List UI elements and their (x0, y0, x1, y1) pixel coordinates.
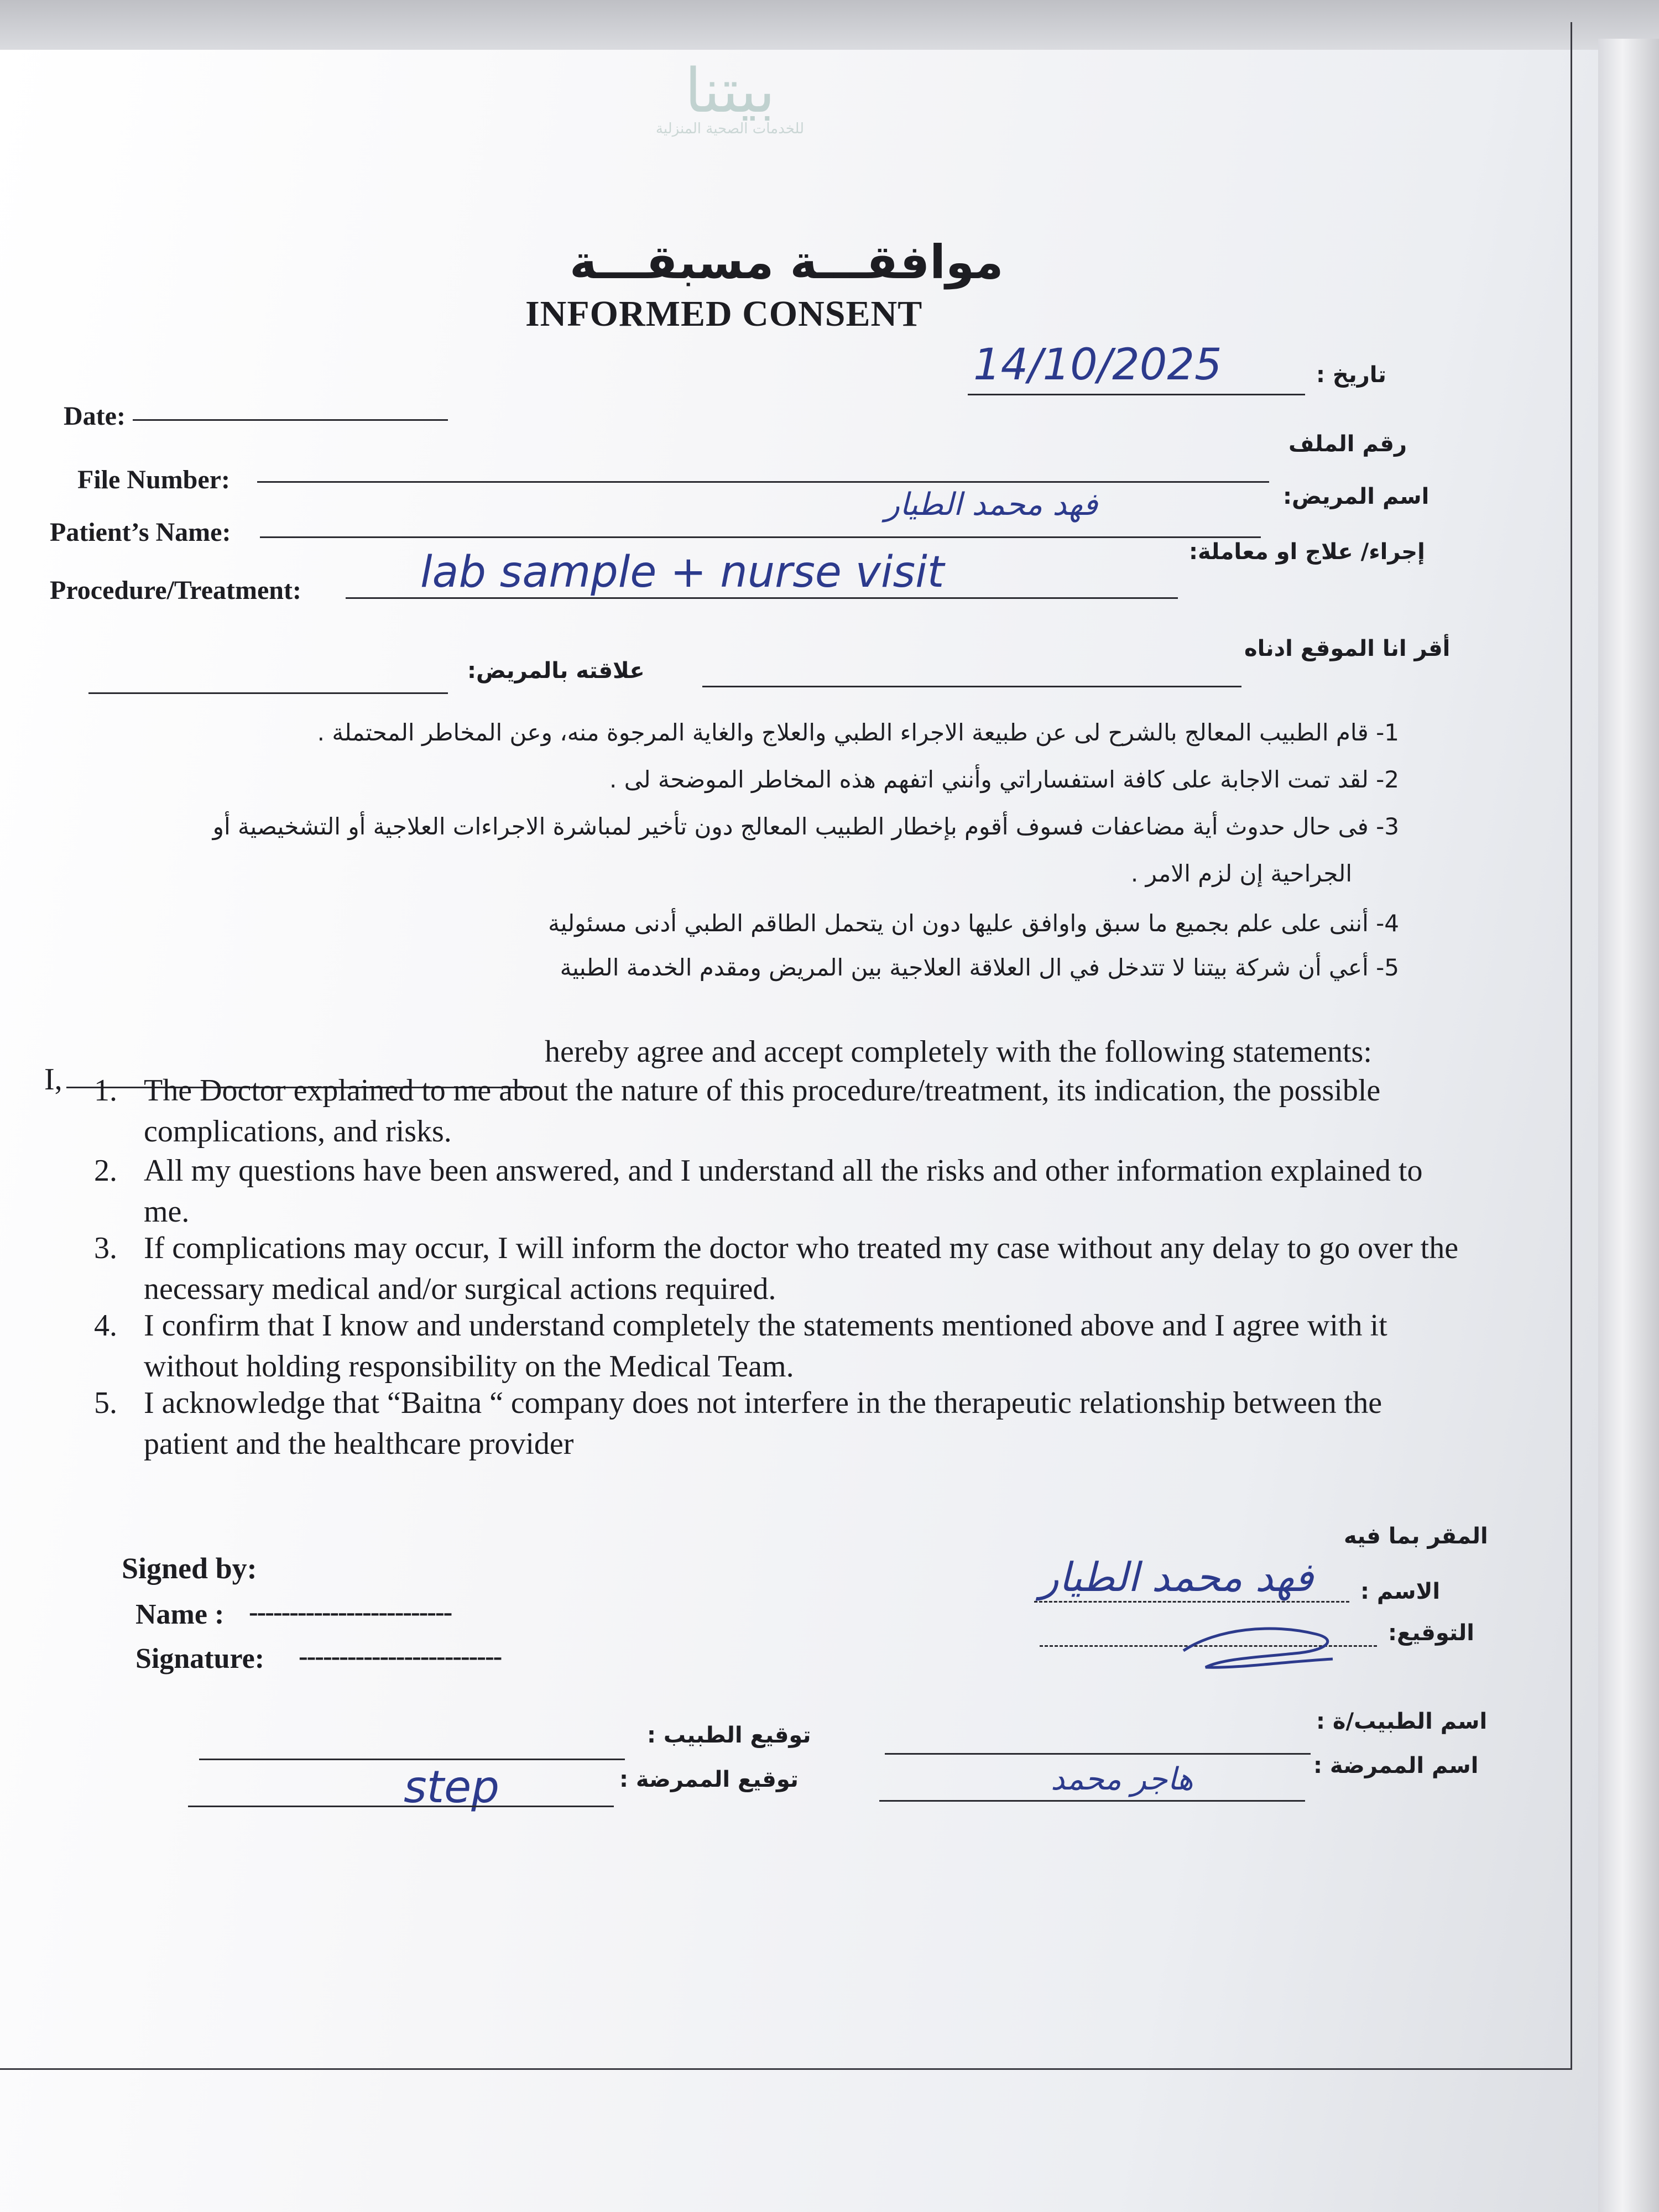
acknowledger-signature-scribble (1172, 1606, 1355, 1678)
statement-en-5 (94, 1383, 1488, 1464)
file-number-label-arabic: رقم الملف (1288, 431, 1407, 457)
signed-by-label: Signed by: (122, 1552, 257, 1585)
date-handwritten-value: 14/10/2025 (973, 340, 1222, 390)
logo-mark: بيتنا (685, 55, 775, 126)
statement-en-3 (94, 1228, 1488, 1310)
date-label-english: Date: (64, 401, 126, 431)
statement-ar-5: 5- أعي أن شركة بيتنا لا تتدخل في ال العلاقة العلاجية بين المريض ومقدم الخدمة الطبية (560, 954, 1399, 981)
statement-ar-2: 2- لقد تمت الاجابة على كافة استفساراتي وأنني اتفهم هذه المخاطر الموضحة لى . (609, 766, 1399, 793)
statement-ar-1: 1- قام الطبيب المعالج بالشرح لى عن طبيعة الاجراء الطبي والعلاج والغاية المرجوة منه، وعن المخاطر المحتملة . (317, 719, 1399, 746)
statement-en-5-text: I acknowledge that “Baitna “ company does not interfere in the therapeutic relationship between the patient and the healthcare provider (144, 1386, 1383, 1461)
nurse-name-label-arabic: اسم الممرضة : (1313, 1753, 1479, 1778)
nurse-name-handwritten: هاجر محمد (1051, 1761, 1193, 1797)
name-label-arabic: الاسم : (1360, 1579, 1441, 1604)
nurse-signature-handwritten: step (404, 1761, 500, 1813)
statement-en-2 (94, 1150, 1488, 1232)
undersigned-label-arabic: أقر انا الموقع ادناه (1244, 636, 1451, 661)
statement-en-5-number: 5. (94, 1386, 117, 1420)
nurse-name-line[interactable] (879, 1800, 1305, 1802)
patient-name-label-arabic: اسم المريض: (1283, 484, 1430, 509)
statement-en-3-text: If complications may occur, I will inform the doctor who treated my case without any delay to go over the necessary medical and/or surgical actions required. (144, 1231, 1459, 1306)
statement-en-4-text: I confirm that I know and understand completely the statements mentioned above and I agree with it without holding responsibility on the Medical Team. (144, 1308, 1387, 1384)
date-english-line[interactable] (133, 419, 448, 421)
title-arabic: موافقـــة مسبقـــة (570, 235, 1004, 289)
doctor-signature-line[interactable] (199, 1759, 625, 1760)
statement-en-1 (94, 1070, 1488, 1152)
procedure-label-arabic: إجراء/ علاج او معاملة: (1189, 539, 1425, 565)
signature-label-arabic: التوقيع: (1388, 1620, 1474, 1646)
sign-name-label: Name : (135, 1599, 225, 1630)
statement-en-3-number: 3. (94, 1231, 117, 1265)
agreement-prefix: I, (44, 1062, 62, 1097)
procedure-handwritten-value: lab sample + nurse visit (420, 547, 945, 597)
relation-line[interactable] (88, 692, 448, 694)
statement-en-2-number: 2. (94, 1154, 117, 1188)
logo-subtext: للخدمات الصحية المنزلية (655, 121, 805, 137)
date-arabic-line[interactable] (968, 394, 1305, 395)
acknowledger-label-arabic: المقر بما فيه (1344, 1524, 1488, 1549)
relation-label-arabic: علاقته بالمريض: (467, 658, 645, 684)
agreement-text: hereby agree and accept completely with the following statements: (545, 1035, 1372, 1069)
sign-name-dashes[interactable]: ------------------------- (249, 1596, 452, 1627)
statement-en-2-text: All my questions have been answered, and I understand all the risks and other information explained to me. (144, 1154, 1423, 1229)
statement-en-1-text: The Doctor explained to me about the nature of this procedure/treatment, its indication, the possible complications, and risks. (144, 1073, 1381, 1149)
sign-signature-dashes[interactable]: ------------------------- (299, 1640, 502, 1671)
statement-ar-3-cont: الجراحية إن لزم الامر . (1130, 860, 1352, 887)
doctor-name-label-arabic: اسم الطبيب/ة : (1316, 1709, 1488, 1734)
nurse-signature-label-arabic: توقيع الممرضة : (619, 1767, 799, 1792)
acknowledger-name-line[interactable] (1034, 1601, 1349, 1603)
date-label-arabic: تاريخ : (1316, 362, 1386, 388)
statement-en-4-number: 4. (94, 1308, 117, 1343)
doctor-name-line[interactable] (885, 1753, 1311, 1755)
statement-en-1-number: 1. (94, 1073, 117, 1108)
patient-name-handwritten: فهد محمد الطيار (885, 487, 1098, 523)
patient-name-label-english: Patient’s Name: (50, 518, 231, 547)
statement-ar-3: 3- فى حال حدوث أية مضاعفات فسوف أقوم بإخطار الطبيب المعالج دون تأخير لمباشرة الاجراءات العلاجية أو التشخيصية أو (212, 813, 1399, 840)
procedure-label-english: Procedure/Treatment: (50, 576, 301, 605)
patient-name-line[interactable] (260, 536, 1261, 538)
baitna-logo (619, 55, 841, 155)
procedure-line[interactable] (346, 597, 1178, 599)
title-english: INFORMED CONSENT (525, 294, 923, 334)
file-number-label-english: File Number: (77, 465, 230, 494)
sign-signature-label: Signature: (135, 1643, 265, 1674)
statement-en-4 (94, 1305, 1488, 1387)
nurse-signature-line[interactable] (188, 1806, 614, 1807)
doctor-signature-label-arabic: توقيع الطبيب : (647, 1723, 811, 1748)
file-number-line[interactable] (257, 481, 1269, 483)
acknowledger-name-handwritten: فهد محمد الطيار (1040, 1554, 1314, 1600)
undersigned-line[interactable] (702, 686, 1241, 687)
statement-ar-4: 4- أننى على علم بجميع ما سبق واوافق عليها دون ان يتحمل الطاقم الطبي أدنى مسئولية (548, 910, 1399, 937)
paper-stack-edge (1598, 39, 1659, 2212)
